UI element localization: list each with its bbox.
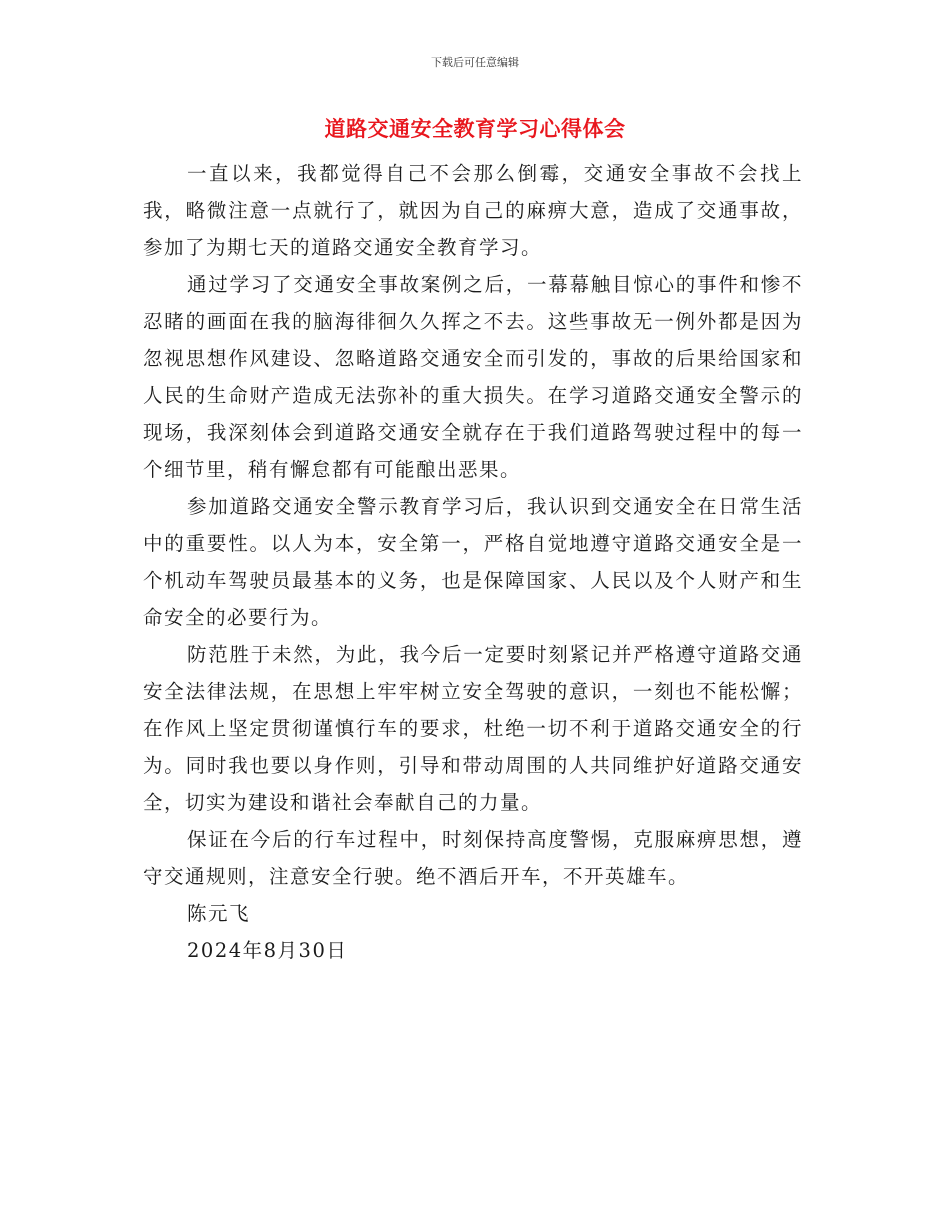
page-header-note: 下载后可任意编辑	[431, 56, 519, 69]
paragraph-2: 通过学习了交通安全事故案例之后，一幕幕触目惊心的事件和惨不忍睹的画面在我的脑海徘徊久久挥之不去。这些事故无一例外都是因为忽视思想作风建设、忽略道路交通安全而引发的，事故的后果给国家和人民的生命财产造成无法弥补的重大损失。在学习道路交通安全警示的现场，我深刻体会到道路交通安全就存在于我们道路驾驶过程中的每一个细节里，稍有懈怠都有可能酿出恶果。	[143, 273, 803, 481]
signature-date: 2024年8月30日	[187, 939, 348, 962]
paragraph-5: 保证在今后的行车过程中，时刻保持高度警惕，克服麻痹思想，遵守交通规则，注意安全行驶。绝不酒后开车，不开英雄车。	[143, 828, 803, 888]
paragraph-1: 一直以来，我都觉得自己不会那么倒霉，交通安全事故不会找上我，略微注意一点就行了，就因为自己的麻痹大意，造成了交通事故，参加了为期七天的道路交通安全教育学习。	[143, 162, 803, 259]
paragraph-3: 参加道路交通安全警示教育学习后，我认识到交通安全在日常生活中的重要性。以人为本，安全第一，严格自觉地遵守道路交通安全是一个机动车驾驶员最基本的义务，也是保障国家、人民以及个人财产和生命安全的必要行为。	[143, 495, 803, 629]
signature-name: 陈元飞	[187, 902, 251, 925]
document-title: 道路交通安全教育学习心得体会	[324, 117, 626, 141]
document-body	[143, 155, 803, 969]
paragraph-4: 防范胜于未然，为此，我今后一定要时刻紧记并严格遵守道路交通安全法律法规，在思想上牢牢树立安全驾驶的意识，一刻也不能松懈；在作风上坚定贯彻谨慎行车的要求，杜绝一切不利于道路交通安全的行为。同时我也要以身作则，引导和带动周围的人共同维护好道路交通安全，切实为建设和谐社会奉献自己的力量。	[143, 643, 803, 814]
